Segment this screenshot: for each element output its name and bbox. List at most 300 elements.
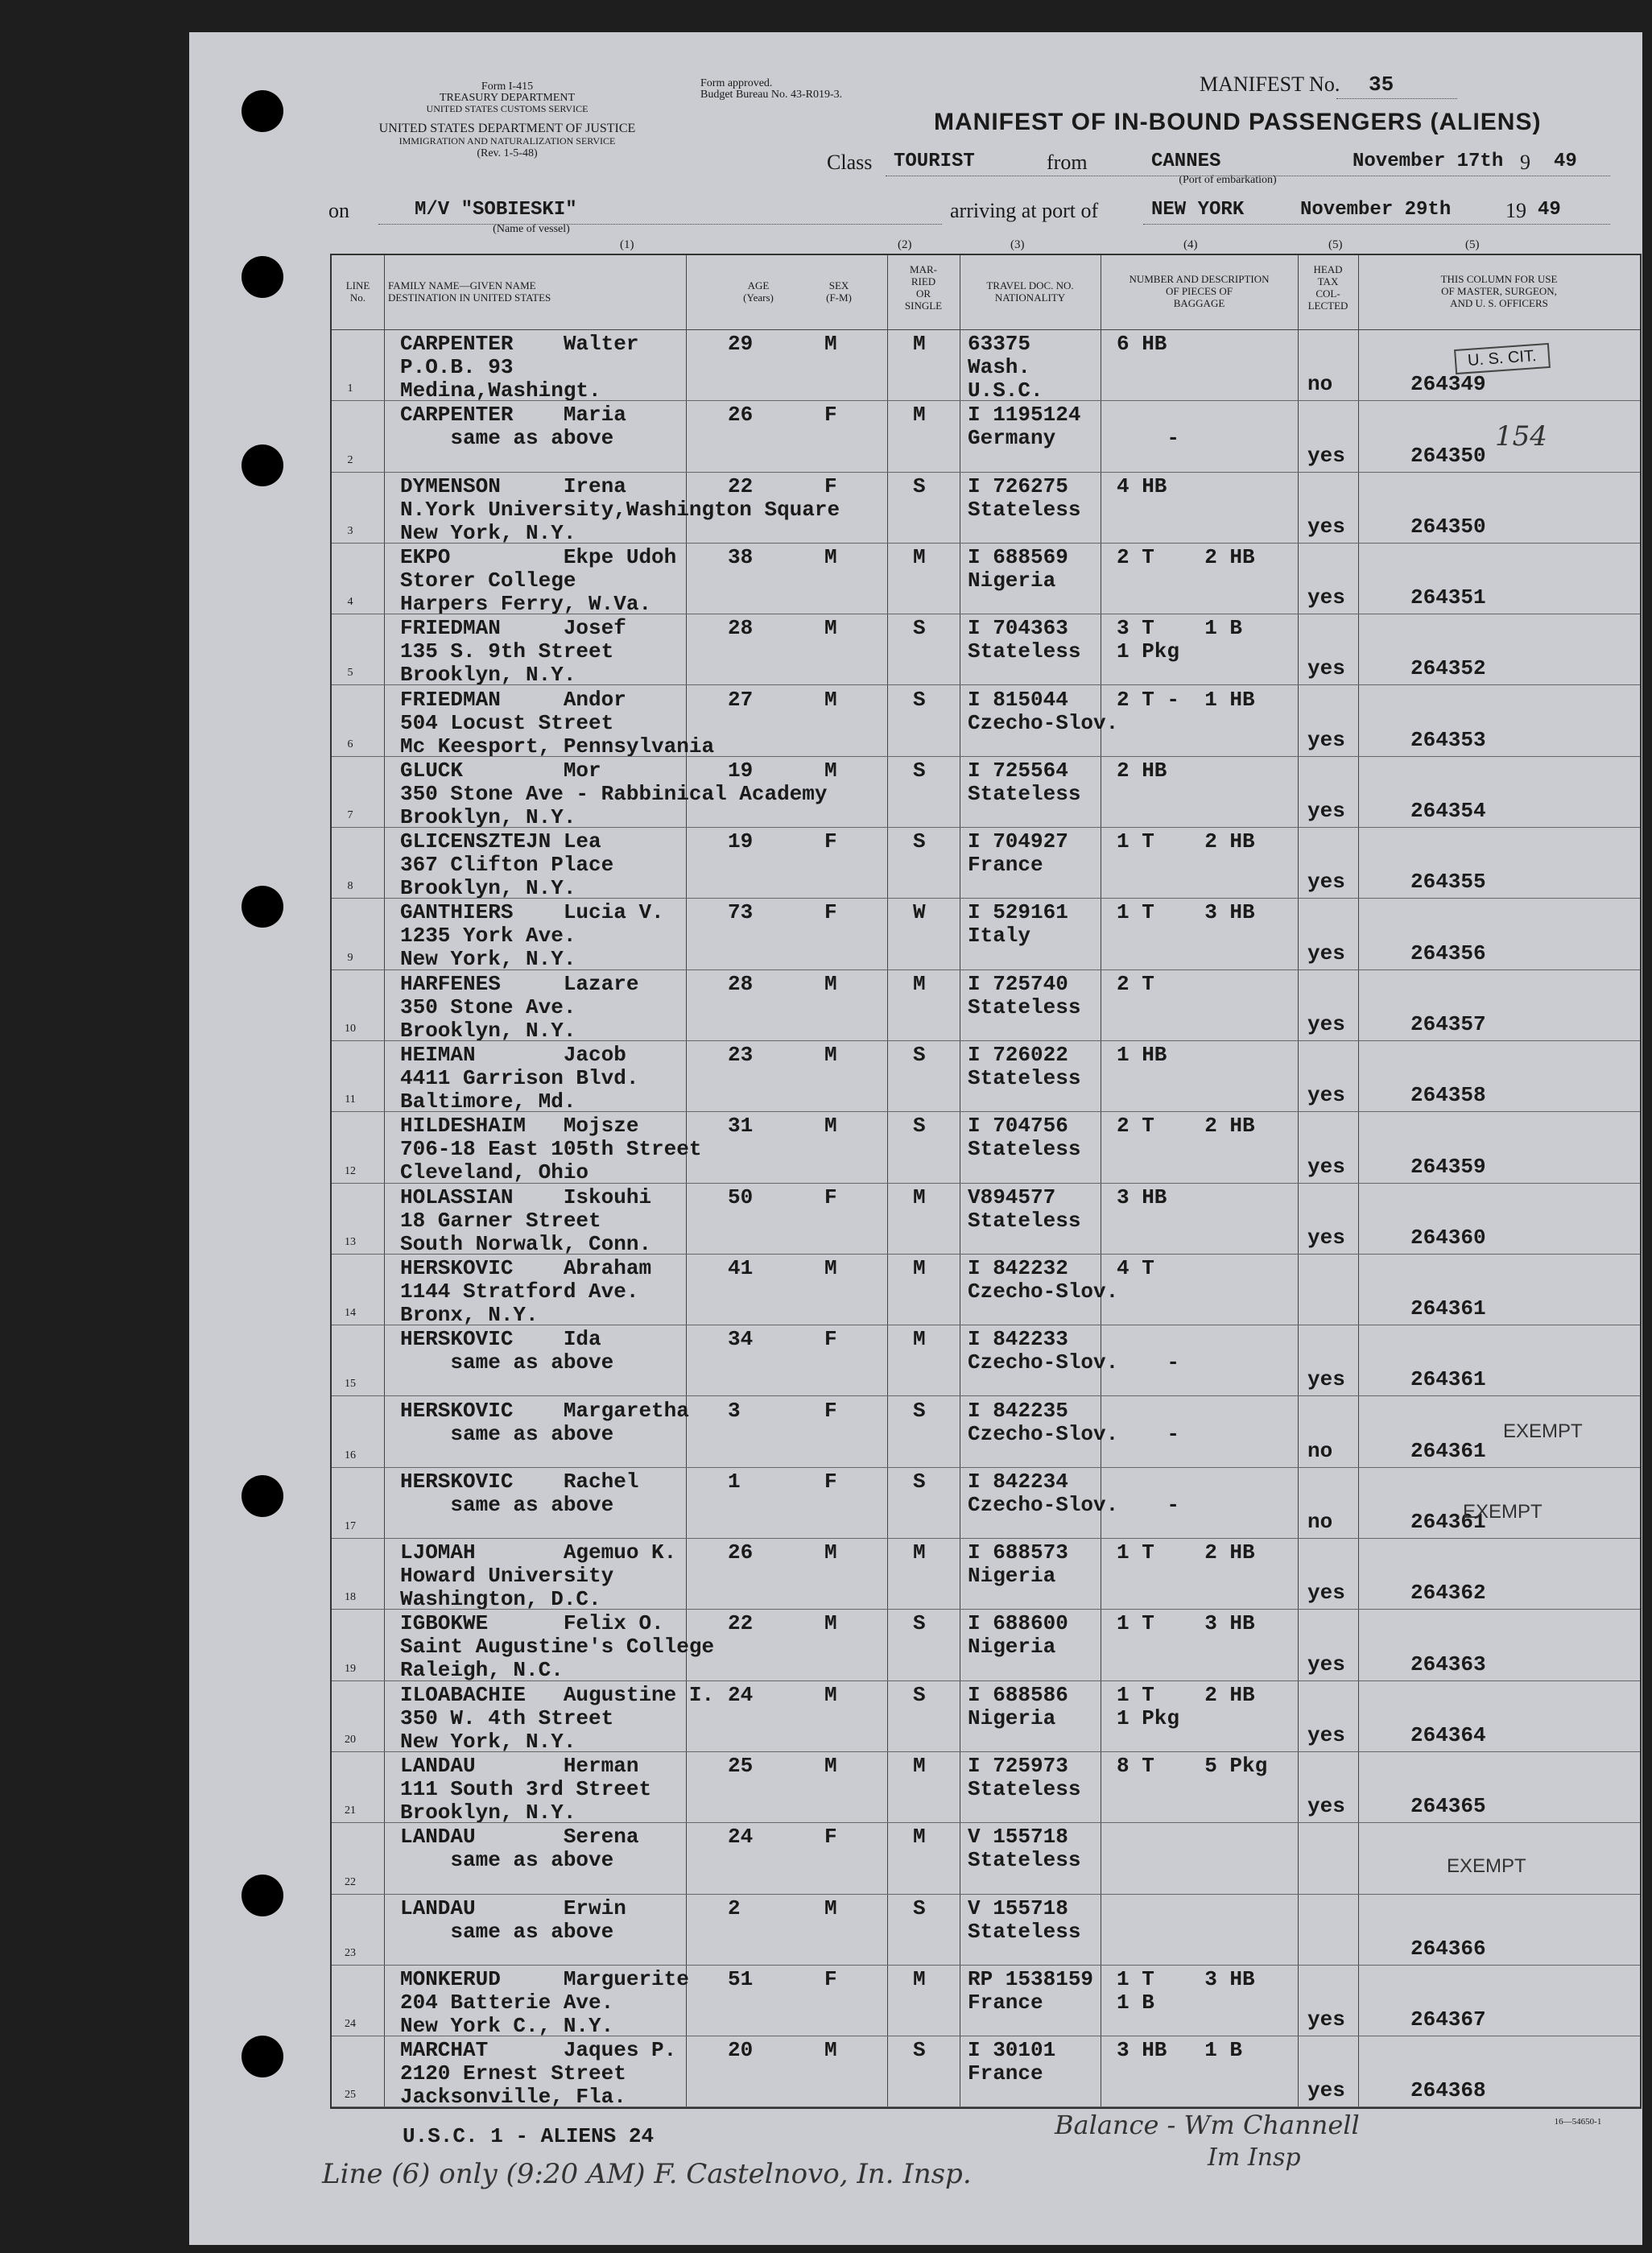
sex: F [824,1825,837,1850]
head-tax: yes [1307,2078,1345,2103]
from-label: from [1047,151,1088,174]
marital-status: S [913,616,926,641]
officer-number: 264360 [1410,1225,1486,1250]
sex: F [824,1966,837,1991]
head-tax: yes [1307,940,1345,965]
baggage: 3 HB 1 B [1117,2038,1243,2063]
table-row [332,1822,1640,1893]
marital-status: M [913,1184,926,1209]
passenger-name-address: HERSKOVIC Ida same as above [400,1327,614,1375]
officer-number: 264365 [1410,1794,1486,1819]
departure-year: 49 [1554,151,1577,172]
baggage: 2 T [1117,971,1154,996]
head-tax: yes [1307,1794,1345,1819]
head-tax: yes [1307,443,1345,468]
passenger-name-address: LANDAU Serena same as above [400,1825,639,1873]
passenger-name-address: LANDAU Herman 111 South 3rd Street Brooklyn, N.Y. [400,1754,652,1825]
print-code: 16—54650-1 [1554,2117,1602,2127]
arrival-year-prefix: 19 [1505,199,1526,222]
us-citizen-stamp: U. S. CIT. [1454,343,1550,374]
age: 1 [728,1469,741,1494]
sex: F [824,1398,837,1423]
exempt-mark: EXEMPT [1463,1501,1543,1523]
table-row [332,1609,1640,1683]
line-number: 4 [347,596,353,609]
line-number: 19 [345,1662,356,1675]
officer-number: 264361 [1410,1296,1486,1321]
head-tax: no [1307,372,1333,397]
age: 38 [728,544,754,569]
baggage: 1 T 3 HB [1117,900,1255,925]
header-married: MAR- RIED OR SINGLE [904,263,943,312]
line-number: 2 [347,453,353,466]
sex: F [824,900,837,925]
punch-hole [242,1475,283,1517]
sex: M [824,687,837,712]
marital-status: S [913,687,926,712]
baggage: 3 HB [1117,1184,1167,1209]
column-number: (5) [1328,238,1343,251]
arrival-year: 49 [1538,199,1561,221]
column-number: (2) [898,238,912,251]
line-number: 7 [347,809,353,822]
passenger-name-address: FRIEDMAN Josef 135 S. 9th Street Brooklyn, N.Y. [400,616,626,688]
sex: F [824,403,837,428]
vessel-name: M/V "SOBIESKI" [415,199,577,221]
travel-document: I 725564 Stateless [968,758,1081,806]
officer-number: 264350 [1410,514,1486,539]
baggage: 4 HB [1117,473,1167,498]
travel-document: I 704756 Stateless [968,1114,1081,1162]
passenger-name-address: CARPENTER Walter P.O.B. 93 Medina,Washingt. [400,332,639,403]
punch-hole [242,2036,283,2077]
baggage: 2 T 2 HB [1117,1114,1255,1139]
column-number: (1) [620,238,634,251]
sex: M [824,1754,837,1778]
age: 22 [728,473,754,498]
punch-hole [242,1875,283,1916]
passenger-name-address: HERSKOVIC Abraham 1144 Stratford Ave. Bronx, N.Y. [400,1255,652,1327]
baggage: 1 T 3 HB 1 B [1117,1966,1255,2015]
table-row [332,543,1640,614]
punch-hole [242,886,283,928]
travel-document: I 726275 Stateless [968,473,1081,522]
form-approved: Form approved. [700,77,773,89]
table-row [332,1396,1640,1467]
table-row [332,2036,1640,2110]
head-tax: yes [1307,1581,1345,1606]
travel-document: I 1195124 Germany [968,403,1081,451]
officer-number: 264361 [1410,1438,1486,1463]
marital-status: S [913,1682,926,1707]
passenger-name-address: LANDAU Erwin same as above [400,1895,626,1944]
age: 51 [728,1966,754,1991]
passenger-name-address: CARPENTER Maria same as above [400,403,626,451]
vessel-underline [378,224,942,225]
officer-number: 264364 [1410,1722,1486,1747]
travel-document: I 842232 Czecho-Slov. [968,1255,1119,1304]
passenger-name-address: FRIEDMAN Andor 504 Locust Street Mc Keesport, Pennsylvania [400,687,715,759]
head-tax: yes [1307,656,1345,681]
officer-number: 264361 [1410,1510,1486,1535]
marital-status: S [913,829,926,854]
age: 41 [728,1255,754,1280]
exempt-mark: EXEMPT [1503,1420,1583,1442]
sex: M [824,1895,837,1920]
punch-hole [242,90,283,132]
travel-document: V894577 Stateless [968,1184,1081,1233]
officer-number: 264358 [1410,1083,1486,1108]
handwritten-154: 154 [1495,420,1547,453]
table-row [332,898,1640,972]
passenger-name-address: HEIMAN Jacob 4411 Garrison Blvd. Baltimore, Md. [400,1043,639,1114]
marital-status: S [913,1611,926,1636]
head-tax: yes [1307,1722,1345,1747]
header-baggage: NUMBER AND DESCRIPTION OF PIECES OF BAGGAGE [1129,273,1270,309]
officer-number: 264356 [1410,940,1486,965]
sex: M [824,1114,837,1139]
table-row [332,1111,1640,1185]
embark-caption: (Port of embarkation) [1179,174,1277,186]
passenger-name-address: MONKERUD Marguerite 204 Batterie Ave. New York C., N.Y. [400,1966,689,2038]
passenger-name-address: DYMENSON Irena N.York University,Washington Square New York, N.Y. [400,473,840,545]
age: 19 [728,829,754,854]
age: 19 [728,758,754,783]
travel-document: V 155718 Stateless [968,1825,1081,1873]
table-row [332,1040,1640,1114]
head-tax: no [1307,1510,1333,1535]
age: 22 [728,1611,754,1636]
baggage: 2 T - 1 HB [1117,687,1255,712]
from-value: CANNES [1151,151,1221,172]
punch-hole [242,256,283,298]
table-row [332,1254,1640,1325]
age: 26 [728,1540,754,1565]
head-tax: yes [1307,2007,1345,2032]
passenger-name-address: MARCHAT Jaques P. 2120 Ernest Street Jacksonville, Fla. [400,2038,677,2110]
officer-number: 264359 [1410,1154,1486,1179]
marital-status: M [913,1255,926,1280]
line-number: 23 [345,1946,356,1959]
table-row [332,472,1640,543]
line-number: 6 [347,738,353,750]
header-line-no: LINE No. [345,279,370,304]
footer-summary: U.S.C. 1 - ALIENS 24 [403,2124,655,2148]
head-tax: yes [1307,514,1345,539]
travel-document: I 704927 France [968,829,1068,878]
line-number: 21 [345,1804,356,1817]
age: 28 [728,971,754,996]
marital-status: S [913,1043,926,1067]
table-row [332,1325,1640,1395]
sex: F [824,1327,837,1352]
sex: M [824,2038,837,2063]
officer-number: 264366 [1410,1936,1486,1961]
header-officer-use: THIS COLUMN FOR USE OF MASTER, SURGEON, AND U. S. OFFICERS [1440,273,1558,309]
travel-document: I 815044 Czecho-Slov. [968,687,1119,735]
form-number: Form I-415 [481,81,534,93]
column-number: (3) [1010,238,1025,251]
sex: M [824,616,837,641]
table-row [332,1680,1640,1754]
travel-document: 63375 Wash. U.S.C. [968,332,1043,403]
officer-number: 264353 [1410,727,1486,752]
marital-status: S [913,1114,926,1139]
age: 23 [728,1043,754,1067]
row-divider [332,2106,1640,2107]
marital-status: M [913,971,926,996]
header-sex: SEX (F-M) [826,279,852,304]
header-head-tax: HEAD TAX COL- LECTED [1307,263,1348,312]
travel-document: I 688586 Nigeria [968,1682,1068,1730]
officer-number: 264352 [1410,656,1486,681]
baggage: - [1167,426,1180,451]
line-number: 9 [347,951,353,964]
age: 31 [728,1114,754,1139]
travel-document: I 842235 Czecho-Slov. [968,1398,1119,1446]
passenger-name-address: GLICENSZTEJN Lea 367 Clifton Place Brooklyn, N.Y. [400,829,614,901]
head-tax: yes [1307,1154,1345,1179]
treasury-dept: TREASURY DEPARTMENT [439,92,576,104]
marital-status: M [913,332,926,356]
sex: F [824,1469,837,1494]
line-number: 17 [345,1520,356,1533]
passenger-name-address: HERSKOVIC Rachel same as above [400,1469,639,1517]
revision: (Rev. 1-5-48) [477,147,538,159]
travel-document: I 842233 Czecho-Slov. [968,1327,1119,1375]
baggage: 3 T 1 B 1 Pkg [1117,616,1243,664]
travel-document: I 688600 Nigeria [968,1611,1068,1660]
header-age: AGE (Years) [743,279,774,304]
line-number: 20 [345,1733,356,1746]
travel-document: I 704363 Stateless [968,616,1081,664]
line-number: 14 [345,1307,356,1320]
officer-number: 264363 [1410,1652,1486,1676]
baggage: 1 T 3 HB [1117,1611,1255,1636]
budget-bureau: Budget Bureau No. 43-R019-3. [700,89,843,101]
table-row [332,1965,1640,2036]
marital-status: S [913,1895,926,1920]
passenger-name-address: HARFENES Lazare 350 Stone Ave. Brooklyn, N.Y. [400,971,639,1043]
table-row [332,1538,1640,1612]
marital-status: S [913,1469,926,1494]
age: 2 [728,1895,741,1920]
marital-status: M [913,403,926,428]
passenger-name-address: HILDESHAIM Mojsze 706-18 East 105th Street Cleveland, Ohio [400,1114,702,1185]
passenger-name-address: ILOABACHIE Augustine I. 350 W. 4th Street New York, N.Y. [400,1682,715,1754]
manifest-number-underline [1336,98,1457,99]
manifest-number: 35 [1369,72,1394,97]
header-travel-doc: TRAVEL DOC. NO. NATIONALITY [986,279,1074,304]
age: 24 [728,1682,754,1707]
officer-number: 264361 [1410,1367,1486,1392]
sex: M [824,971,837,996]
footer-handwritten-inspector: Im Insp [1208,2143,1301,2172]
age: 27 [728,687,754,712]
sex: F [824,829,837,854]
travel-document: I 725740 Stateless [968,971,1081,1019]
marital-status: S [913,758,926,783]
sex: M [824,1682,837,1707]
officer-number: 264350 [1410,443,1486,468]
table-row [332,756,1640,827]
column-number: (4) [1183,238,1198,251]
baggage: - [1167,1350,1180,1375]
table-row [332,1467,1640,1538]
immigration-service: IMMIGRATION AND NATURALIZATION SERVICE [399,135,616,147]
marital-status: W [913,900,926,925]
passenger-name-address: HERSKOVIC Margaretha same as above [400,1398,689,1446]
head-tax: yes [1307,1011,1345,1036]
arrival-date: November 29th [1300,199,1452,221]
age: 26 [728,403,754,428]
vessel-caption: (Name of vessel) [493,223,570,235]
line-number: 25 [345,2089,356,2102]
travel-document: I 842234 Czecho-Slov. [968,1469,1119,1517]
officer-number: 264362 [1410,1581,1486,1606]
head-tax: yes [1307,1083,1345,1108]
travel-document: V 155718 Stateless [968,1895,1081,1944]
head-tax: yes [1307,585,1345,610]
travel-document: I 30101 France [968,2038,1056,2086]
line-number: 13 [345,1235,356,1248]
table-row [332,1894,1640,1965]
sex: M [824,1043,837,1067]
punch-hole [242,444,283,486]
column-number: (5) [1465,238,1480,251]
marital-status: M [913,1540,926,1565]
passenger-name-address: LJOMAH Agemuo K. Howard University Washington, D.C. [400,1540,677,1612]
marital-status: S [913,1398,926,1423]
justice-dept: UNITED STATES DEPARTMENT OF JUSTICE [378,122,636,135]
travel-document: I 688573 Nigeria [968,1540,1068,1589]
sex: M [824,544,837,569]
baggage: 8 T 5 Pkg [1117,1754,1268,1778]
line-number: 8 [347,880,353,893]
line-number: 11 [345,1093,356,1106]
age: 20 [728,2038,754,2063]
age: 3 [728,1398,741,1423]
line-number: 22 [345,1875,356,1888]
line-number: 15 [345,1378,356,1391]
officer-number: 264357 [1410,1011,1486,1036]
port-value: NEW YORK [1151,199,1245,221]
marital-status: M [913,1966,926,1991]
class-label: Class [827,151,873,174]
table-row [332,614,1640,688]
baggage: 1 T 2 HB 1 Pkg [1117,1682,1255,1730]
line-number: 24 [345,2018,356,2031]
line-number: 3 [347,524,353,537]
passenger-table [330,254,1642,2109]
sex: M [824,758,837,783]
exempt-mark: EXEMPT [1447,1855,1526,1877]
age: 73 [728,900,754,925]
travel-document: I 726022 Stateless [968,1043,1081,1090]
head-tax: no [1307,1438,1333,1463]
baggage: 2 HB [1117,758,1167,783]
head-tax: yes [1307,1367,1345,1392]
customs-service: UNITED STATES CUSTOMS SERVICE [426,103,589,114]
arriving-label: arriving at port of [950,199,1099,222]
table-row [332,400,1640,471]
table-row [332,329,1640,403]
table-row [332,1751,1640,1825]
line-number: 1 [347,382,353,395]
table-row [332,827,1640,901]
class-value: TOURIST [894,151,975,172]
passenger-name-address: GLUCK Mor 350 Stone Ave - Rabbinical Academy Brooklyn, N.Y. [400,758,828,829]
baggage: 2 T 2 HB [1117,544,1255,569]
head-tax: yes [1307,727,1345,752]
sex: M [824,1540,837,1565]
baggage: 1 T 2 HB [1117,1540,1255,1565]
passenger-name-address: EKPO Ekpe Udoh Storer College Harpers Ferry, W.Va. [400,544,677,616]
sex: M [824,1255,837,1280]
marital-status: M [913,1327,926,1352]
head-tax: yes [1307,870,1345,895]
departure-date: November 17th [1353,151,1504,172]
sex: M [824,332,837,356]
sex: F [824,473,837,498]
travel-document: I 725973 Stateless [968,1754,1081,1801]
age: 50 [728,1184,754,1209]
arrival-underline [1143,224,1610,225]
marital-status: M [913,1754,926,1778]
age: 29 [728,332,754,356]
baggage: - [1167,1492,1180,1517]
officer-number: 264349 [1410,372,1486,397]
head-tax: yes [1307,1652,1345,1676]
footer-handwritten-balance: Balance - Wm Channell [1055,2110,1360,2140]
line-number: 10 [345,1022,356,1035]
age: 28 [728,616,754,641]
officer-number: 264355 [1410,870,1486,895]
officer-number: 264354 [1410,799,1486,824]
line-number: 16 [345,1449,356,1461]
passenger-name-address: IGBOKWE Felix O. Saint Augustine's College Raleigh, N.C. [400,1611,715,1683]
officer-number: 264351 [1410,585,1486,610]
age: 25 [728,1754,754,1778]
officer-number: 264368 [1410,2078,1486,2103]
marital-status: M [913,544,926,569]
year-prefix: 9 [1520,151,1530,174]
head-tax: yes [1307,799,1345,824]
table-row [332,685,1640,759]
age: 24 [728,1825,754,1850]
baggage: 1 T 2 HB [1117,829,1255,854]
baggage: 4 T [1117,1255,1154,1280]
line-number: 5 [347,667,353,680]
baggage: 1 HB [1117,1043,1167,1067]
header-name: FAMILY NAME—GIVEN NAME DESTINATION IN UNITED STATES [388,279,551,304]
sex: F [824,1184,837,1209]
passenger-name-address: GANTHIERS Lucia V. 1235 York Ave. New York, N.Y. [400,900,664,972]
manifest-number-label: MANIFEST No. [1200,72,1340,96]
travel-document: RP 1538159 France [968,1966,1094,2015]
marital-status: S [913,2038,926,2063]
age: 34 [728,1327,754,1352]
baggage: - [1167,1421,1180,1446]
passenger-name-address: HOLASSIAN Iskouhi 18 Garner Street South Norwalk, Conn. [400,1184,652,1256]
marital-status: M [913,1825,926,1850]
travel-document: I 529161 Italy [968,900,1068,949]
manifest-title: MANIFEST OF IN-BOUND PASSENGERS (ALIENS) [934,109,1542,135]
line-number: 12 [345,1164,356,1177]
sex: M [824,1611,837,1636]
on-label: on [328,199,349,222]
marital-status: S [913,473,926,498]
